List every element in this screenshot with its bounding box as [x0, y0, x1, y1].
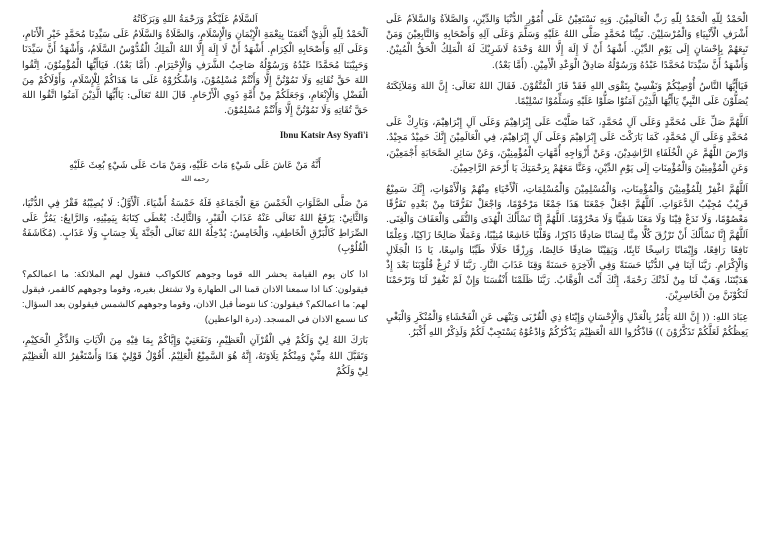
quote-line: أَنَّهُ مَنْ عَاشَ عَلَى شَيْءٍ مَاتَ عَلَيْهِ، وَمَنْ مَاتَ عَلَى شَيْءٍ بُعِثَ عَلَيْهِ: [69, 160, 321, 172]
five-benefits-paragraph: مَنْ صَلَّى الصَّلَوَاتِ الْخَمْسَ مَعَ الْجَمَاعَةِ فَلَهُ خَمْسَةُ أَشْيَاءَ. اَلْأَوَّلُ: لَا يُصِيْبُهُ فَقْرٌ فِي الدُّنْيَا، وَالثَّانِيْ: يَرْفَعُ اللهُ تَعَالَى عَنْهُ عَذَابَ الْقَبْرِ، وَالثَّالِثُ: يُعْطَى كِتَابَهُ بِيَمِيْنِهِ، وَالرَّابِعُ: يَمُرُّ عَلَى الصِّرَاطِ كَالْبَرْقِ الْخَاطِفِ، وَالْخَامِسُ: يُدْخِلُهُ اللهُ تَعَالَى الْجَنَّةَ بِلَا حِسَابٍ وَلَا عَذَابٍ. (مُكَاشَفَةُ الْقُلُوْبِ): [22, 197, 368, 255]
taqwa-exhortation: فَيَاأَيُّهَا النَّاسُ أُوْصِيْكُمْ وَنَفْسِيْ بِتَقْوَى اللهِ فَقَدْ فَازَ الْمُتَّقُوْنَ. فَقَالَ اللهُ تَعَالَى: إِنَّ اللهَ وَمَلاَئِكَتَهُ يُصَلُّوْنَ عَلَى النَّبِيِّ يَاأَيُّهَا الَّذِيْنَ آمَنُوْا صَلُّوْا عَلَيْهِ وَسَلِّمُوْا تَسْلِيْمًا.: [386, 80, 748, 108]
intro-paragraph: اَلْحَمْدُ لِلّهِ الَّذِيْ أَنْعَمَنَا بِنِعْمَةِ الْإِيْمَانِ وَالْإِسْلَامِ، وَالصَّلَاةُ وَالسَّلَامُ عَلَى سَيِّدِنَا مُحَمَّدٍ خَيْرِ الْأَنَامِ، وَعَلَى آلِهِ وَأَصْحَابِهِ الْكِرَامِ. أَشْهَدُ أَنْ لَا إِلَهَ إِلَّا اللهُ الْمَلِكُ الْقُدُّوْسُ السَّلَامُ، وَأَشْهَدُ أَنَّ سَيِّدَنَا وَحَبِيْبَنَا مُحَمَّدًا عَبْدُهُ وَرَسُوْلُهُ صَاحِبُ الشَّرَفِ وَالْإِحْتِرَامِ. (أَمَّا بَعْدُ). فَيَاأَيُّهَا الْمُؤْمِنُوْنَ، اِتَّقُوا اللهَ حَقَّ تُقَاتِهِ وَلَا تَمُوْتُنَّ إِلَّا وَأَنْتُمْ مُسْلِمُوْنَ، وَاشْكُرُوْهُ عَلَى مَا هَدَاكُمْ لِلْإِسْلَامِ، وَأَوْلَاكُمْ مِنَ الْفَضْلِ وَالْإِنْعَامِ، وَجَعَلَكُمْ مِنْ أُمَّةٍ ذَوِي الْأَرْحَامِ. قَالَ اللهُ تَعَالَى: يَاأَيُّهَا الَّذِيْنَ آمَنُوا اتَّقُوا اللهَ حَقَّ تُقَاتِهِ وَلَا تَمُوْتُنَّ إِلَّا وَأَنْتُمْ مُسْلِمُوْنَ.: [22, 29, 368, 117]
opening-praise: الْحَمْدُ لِلّهِ الْحَمْدُ لِلّهِ رَبِّ الْعَالَمِيْنَ. وَبِهِ نَسْتَعِيْنُ عَلَى أُمُوْرِ الدُّنْيَا وَالدِّيْنِ، وَالصَّلاَةُ وَالسَّلاَمُ عَلَى أَشْرَفِ الْأَنْبِيَاءِ وَالْمُرْسَلِيْنَ. نَبِيِّنَا مُحَمَّدٍ صَلَّى اللهُ عَلَيْهِ وَسَلَّمَ وَعَلَى آلِهِ وَأَصْحَابِهِ وَالتَّابِعِيْنَ وَمَنْ تَبِعَهُمْ بِإِحْسَانٍ إِلَى يَوْمِ الدِّيْنِ. أَشْهَدُ أَنْ لَا إِلَهَ إِلَّا اللهُ وَحْدَهُ لَاشَرِيْكَ لَهُ الْمَلِكُ الْحَقُّ الْمُبِيْنُ. وَأَشْهَدُ أَنَّ سَيِّدَنَا مُحَمَّدًا عَبْدُهُ وَرَسُوْلُهُ صَادِقُ الْوَعْدِ الْأَمِيْنِ. (أَمَّا بَعْدُ).: [386, 14, 748, 71]
right-column: [386, 12, 748, 340]
salam-greeting: اَلسَّلَامُ عَلَيْكُمْ وَرَحْمَةُ اللهِ وَبَرَكَاتُهُ: [132, 14, 258, 25]
rahimahullah-note: رحمه الله: [181, 174, 209, 183]
closing-dua: بَارَكَ اللهُ لِيْ وَلَكُمْ فِي الْقُرْآنِ الْعَظِيْمِ، وَنَفَعَنِيْ وَإِيَّاكُمْ بِمَا فِيْهِ مِنَ الْآيَاتِ وَالذِّكْرِ الْحَكِيْمِ، وَتَقَبَّلَ اللهُ مِنِّيْ وَمِنْكُمْ تِلَاوَتَهُ، إِنَّهُ هُوَ السَّمِيْعُ الْعَلِيْمُ. أَقُوْلُ قَوْلِيْ هَذَا وَأَسْتَغْفِرُ اللهَ الْعَظِيْمَ لِيْ وَلَكُمْ: [22, 335, 368, 377]
dua-paragraph: اَللَّهُمَّ اغْفِرْ لِلْمُؤْمِنِيْنَ وَالْمُؤْمِنَاتِ، وَالْمُسْلِمِيْنَ وَالْمُسْلِمَاتِ، اَلْأَحْيَاءِ مِنْهُمْ وَالْأَمْوَاتِ، إِنَّكَ سَمِيْعٌ قَرِيْبٌ مُجِيْبُ الدَّعَوَاتِ. اَللَّهُمَّ اجْعَلْ جَمْعَنَا هَذَا جَمْعًا مَرْحُوْمًا، وَاجْعَلْ تَفَرُّقَنَا مِنْ بَعْدِهِ تَفَرُّقًا مَعْصُوْمًا، وَلَا تَدَعْ فِيْنَا وَلَا مَعَنَا شَقِيًّا وَلَا مَحْرُوْمًا. اَللَّهُمَّ إِنَّا نَسْأَلُكَ الْهُدَى وَالتُّقَى وَالْعَفَافَ وَالْغِنَى. اَللَّهُمَّ إِنَّا نَسْأَلُكَ أَنْ تَرْزُقَ كُلًّا مِنَّا لِسَانًا صَادِقًا ذَاكِرًا، وَقَلْبًا خَاشِعًا مُنِيْبًا، وَعَمَلًا صَالِحًا زَاكِيًا، وَعِلْمًا نَافِعًا رَافِعًا، وَإِيْمَانًا رَاسِخًا ثَابِتًا، وَيَقِيْنًا صَادِقًا خَالِصًا، وَرِزْقًا حَلَالًا طَيِّبًا وَاسِعًا، يَا ذَا الْجَلَالِ وَالْإِكْرَامِ. رَبَّنَا آتِنَا فِي الدُّنْيَا حَسَنَةً وَفِي الْآخِرَةِ حَسَنَةً وَقِنَا عَذَابَ النَّارِ. رَبَّنَا لَا تُزِغْ قُلُوْبَنَا بَعْدَ إِذْ هَدَيْتَنَا، وَهَبْ لَنَا مِنْ لَدُنْكَ رَحْمَةً، إِنَّكَ أَنْتَ الْوَهَّابُ. رَبَّنَا ظَلَمْنَا أَنْفُسَنَا وَإِنْ لَمْ تَغْفِرْ لَنَا وَتَرْحَمْنَا لَنَكُوْنَنَّ مِنَ الْخَاسِرِيْنَ.: [386, 184, 748, 302]
salawat-paragraph: اَللَّهُمَّ صَلِّ عَلَى مُحَمَّدٍ وَعَلَى آلِ مُحَمَّدٍ، كَمَا صَلَّيْتَ عَلَى إِبْرَاهِيْمَ وَعَلَى آلِ إِبْرَاهِيْمَ، وَبَارِكْ عَلَى مُحَمَّدٍ وَعَلَى آلِ مُحَمَّدٍ، كَمَا بَارَكْتَ عَلَى إِبْرَاهِيْمَ وَعَلَى آلِ إِبْرَاهِيْمَ، فِي الْعَالَمِيْنَ إِنَّكَ حَمِيْدٌ مَجِيْدٌ. وَارْضَ اللَّهُمَّ عَنِ الْخُلَفَاءِ الرَّاشِدِيْنَ، وَعَنْ أَزْوَاجِهِ أُمَّهَاتِ الْمُؤْمِنِيْنَ، وَعَنْ سَائِرِ الصَّحَابَةِ أَجْمَعِيْنَ، وَعَنِ الْمُؤْمِنِيْنَ وَالْمُؤْمِنَاتِ إِلَى يَوْمِ الدِّيْنِ، وَعَنَّا مَعَهُمْ بِرَحْمَتِكَ يَا أَرْحَمَ الرَّاحِمِيْنَ.: [386, 117, 748, 174]
left-column: [22, 12, 368, 379]
closing-verse: عِبَادَ اللهِ: (( إِنَّ اللهَ يَأْمُرُ بِالْعَدْلِ وَالْإِحْسَانِ وَإِيْتَاءِ ذِي الْقُرْبَى وَيَنْهَى عَنِ الْفَحْشَاءِ وَالْمُنْكَرِ وَالْبَغْيِ يَعِظُكُمْ لَعَلَّكُمْ تَذَكَّرُوْنَ )) فَاذْكُرُوا اللهَ الْعَظِيْمَ يَذْكُرْكُمْ وَادْعُوْهُ يَسْتَجِبْ لَكُمْ وَلَذِكْرُ اللهِ أَكْبَرُ.: [386, 311, 748, 338]
source-attribution: Ibnu Katsir Asy Syafi'i: [279, 130, 368, 141]
story-paragraph: اذا كان يوم القيامة يحشر الله قوما وجوهم كالكواكب فتقول لهم الملائكة: ما اعمالكم؟ فيقولون: كنا اذا سمعنا الاذان قمنا الى الطهارة ولا تشتغل بغيره، وقوما وجوههم كالقمر، فيقول لهم: ما اعمالكم؟ فيقولون: كنا نتوضأ قبل الاذان، وقوما وجوههم كالشمس فيقولون بعد السؤال: كنا نسمع الاذان في المسجد. (درة الواعظين): [22, 269, 368, 325]
